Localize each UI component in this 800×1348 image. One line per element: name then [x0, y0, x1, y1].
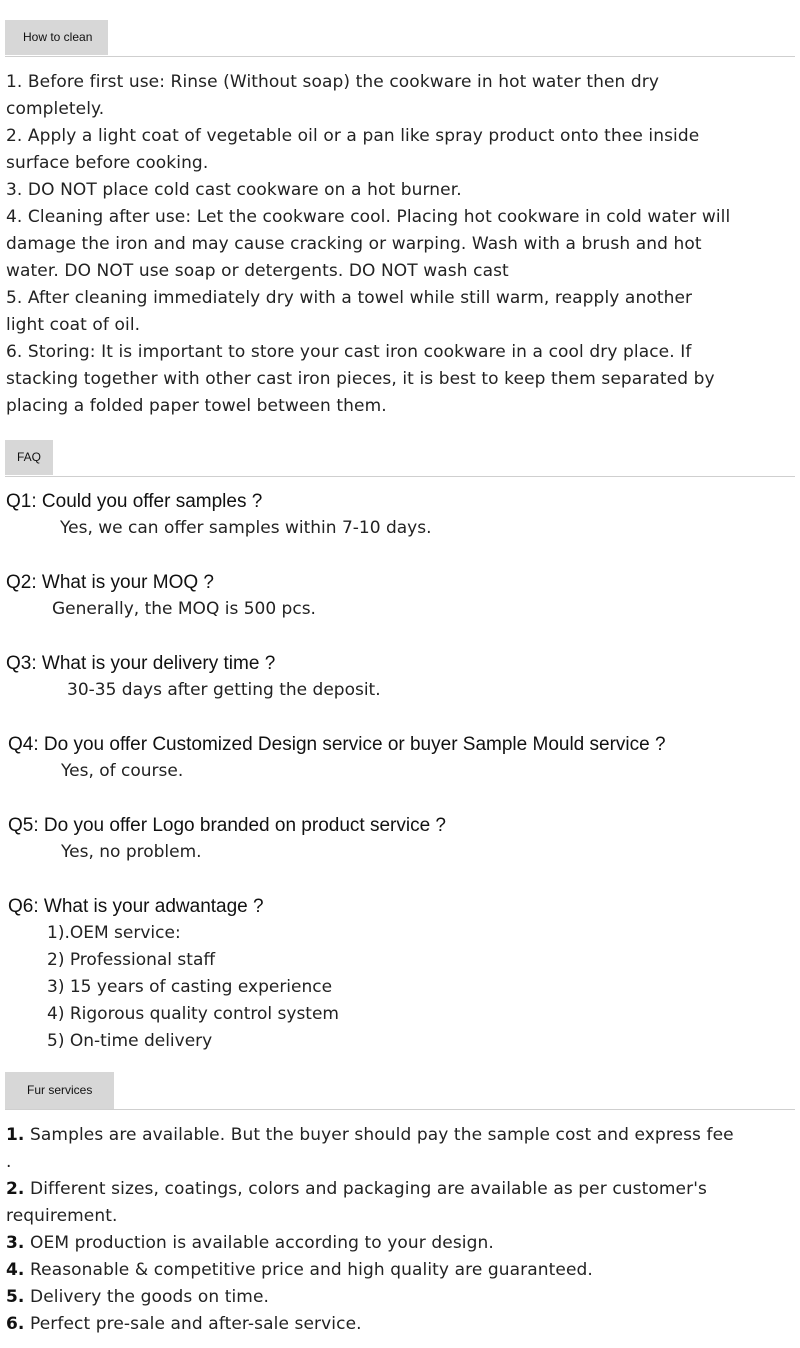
faq-answer: Yes, of course. — [61, 761, 184, 781]
service-number: 1. — [6, 1125, 25, 1145]
divider — [5, 476, 795, 477]
faq-answer: 1).OEM service: — [47, 923, 181, 943]
faq-answer: 4) Rigorous quality control system — [47, 1004, 339, 1024]
service-item — [6, 1122, 796, 1149]
text-line: 2. Apply a light coat of vegetable oil or a pan like spray product onto thee inside — [6, 126, 700, 146]
service-number: 5. — [6, 1287, 25, 1307]
service-item — [6, 1257, 796, 1284]
service-number: 2. — [6, 1179, 25, 1199]
fur-services-list — [6, 1122, 796, 1338]
text-line: 3. DO NOT place cold cast cookware on a hot burner. — [6, 180, 462, 200]
service-number: 6. — [6, 1314, 25, 1334]
faq-answer: 3) 15 years of casting experience — [47, 977, 333, 997]
faq-question — [8, 731, 666, 759]
text-line: stacking together with other cast iron pieces, it is best to keep them separated by — [6, 369, 715, 389]
faq-question — [6, 569, 214, 597]
service-text: Reasonable & competitive price and high quality are guaranteed. — [24, 1260, 593, 1280]
faq-answer: Yes, no problem. — [61, 842, 202, 862]
faq-answer: Yes, we can offer samples within 7-10 days. — [60, 518, 432, 538]
service-item — [6, 1311, 796, 1338]
faq-question-text: Q1: Could you offer samples ? — [6, 491, 263, 512]
service-number: 4. — [6, 1260, 25, 1280]
text-line: surface before cooking. — [6, 153, 209, 173]
how-to-clean-header — [5, 20, 795, 57]
text-line: 4. Cleaning after use: Let the cookware cool. Placing hot cookware in cold water will — [6, 207, 731, 227]
faq-question-text: Q6: What is your adwantage ? — [8, 896, 264, 917]
how-to-clean-text — [6, 69, 796, 420]
text-line: water. DO NOT use soap or detergents. DO NOT wash cast — [6, 261, 509, 281]
service-text: Perfect pre-sale and after-sale service. — [24, 1314, 362, 1334]
how-to-clean-tab[interactable]: How to clean — [5, 20, 108, 55]
text-line: 5. After cleaning immediately dry with a towel while still warm, reapply another — [6, 288, 693, 308]
divider — [5, 1109, 795, 1110]
service-text: Samples are available. But the buyer should pay the sample cost and express fee — [24, 1125, 734, 1145]
text-line: damage the iron and may cause cracking or warping. Wash with a brush and hot — [6, 234, 702, 254]
faq-answer: 2) Professional staff — [47, 950, 216, 970]
divider — [5, 56, 795, 57]
text-line: 6. Storing: It is important to store your cast iron cookware in a cool dry place. If — [6, 342, 692, 362]
service-item — [6, 1230, 796, 1257]
faq-question — [8, 812, 446, 840]
faq-question-text: Q3: What is your delivery time ? — [6, 653, 276, 674]
faq-question — [8, 893, 264, 921]
service-text: Different sizes, coatings, colors and packaging are available as per customer's — [24, 1179, 707, 1199]
faq-answer: Generally, the MOQ is 500 pcs. — [52, 599, 316, 619]
faq-question — [6, 488, 262, 516]
faq-answer: 30-35 days after getting the deposit. — [67, 680, 381, 700]
fur-services-header — [5, 1072, 795, 1110]
text-line: light coat of oil. — [6, 315, 141, 335]
text-line: 1. Before first use: Rinse (Without soap) the cookware in hot water then dry — [6, 72, 660, 92]
faq-question — [6, 650, 275, 678]
service-item — [6, 1284, 796, 1311]
service-number: 3. — [6, 1233, 25, 1253]
faq-tab[interactable]: FAQ — [5, 440, 53, 475]
text-line: completely. — [6, 99, 105, 119]
faq-question-text: Q2: What is your MOQ ? — [6, 572, 214, 593]
service-item-continued: . — [6, 1152, 12, 1172]
faq-question-text: Q5: Do you offer Logo branded on product service ? — [8, 815, 446, 836]
faq-question-text: Q4: Do you offer Customized Design service or buyer Sample Mould service ? — [8, 734, 666, 755]
service-text: Delivery the goods on time. — [24, 1287, 270, 1307]
faq-header — [5, 440, 795, 477]
faq-answer: 5) On-time delivery — [47, 1031, 213, 1051]
service-item-continued: requirement. — [6, 1206, 118, 1226]
service-text: OEM production is available according to your design. — [24, 1233, 494, 1253]
text-line: placing a folded paper towel between them. — [6, 396, 387, 416]
service-item — [6, 1176, 796, 1203]
fur-services-tab[interactable]: Fur services — [5, 1072, 114, 1109]
